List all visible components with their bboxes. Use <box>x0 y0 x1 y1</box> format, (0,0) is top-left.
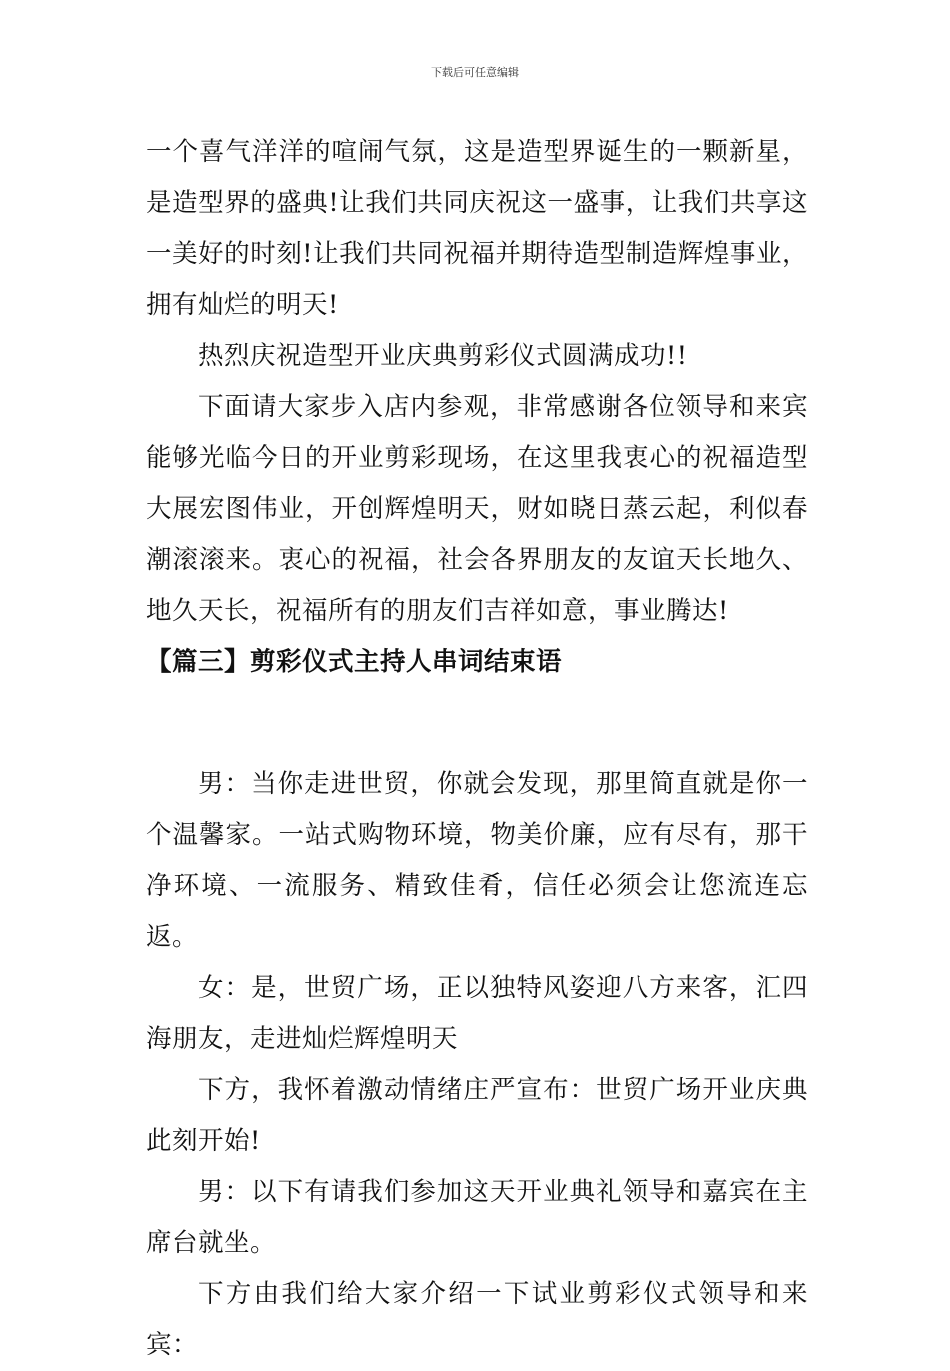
page-header-note: 下载后可任意编辑 <box>431 66 519 79</box>
paragraph-male-host-2: 男：以下有请我们参加这天开业典礼领导和嘉宾在主席台就坐。 <box>146 1177 808 1258</box>
section-heading: 【篇三】剪彩仪式主持人串词结束语 <box>146 647 563 677</box>
paragraph-female-host: 女：是，世贸广场，正以独特风姿迎八方来客，汇四海朋友，走进灿烂辉煌明天 <box>146 973 808 1054</box>
paragraph-male-host-1: 男：当你走进世贸，你就会发现，那里简直就是你一个温馨家。一站式购物环境，物美价廉，应有尽有，那干净环境、一流服务、精致佳肴，信任必须会让您流连忘返。 <box>146 769 808 952</box>
paragraph-introduction: 下方由我们给大家介绍一下试业剪彩仪式领导和来宾： <box>146 1279 808 1360</box>
document-body <box>146 127 808 1371</box>
paragraph-invitation: 下面请大家步入店内参观，非常感谢各位领导和来宾能够光临今日的开业剪彩现场，在这里我衷心的祝福造型大展宏图伟业，开创辉煌明天，财如晓日蒸云起，利似春潮滚滚来。衷心的祝福，社会各界朋友的友谊天长地久、地久天长，祝福所有的朋友们吉祥如意，事业腾达! <box>146 392 808 626</box>
paragraph-celebration: 热烈庆祝造型开业庆典剪彩仪式圆满成功!! <box>198 341 688 371</box>
blank-spacer <box>146 688 808 759</box>
paragraph-continuation: 一个喜气洋洋的喧闹气氛，这是造型界诞生的一颗新星，是造型界的盛典!让我们共同庆祝这一盛事，让我们共享这一美好的时刻!让我们共同祝福并期待造型制造辉煌事业，拥有灿烂的明天! <box>146 137 808 320</box>
paragraph-announcement: 下方，我怀着激动情绪庄严宣布：世贸广场开业庆典此刻开始! <box>146 1075 808 1156</box>
